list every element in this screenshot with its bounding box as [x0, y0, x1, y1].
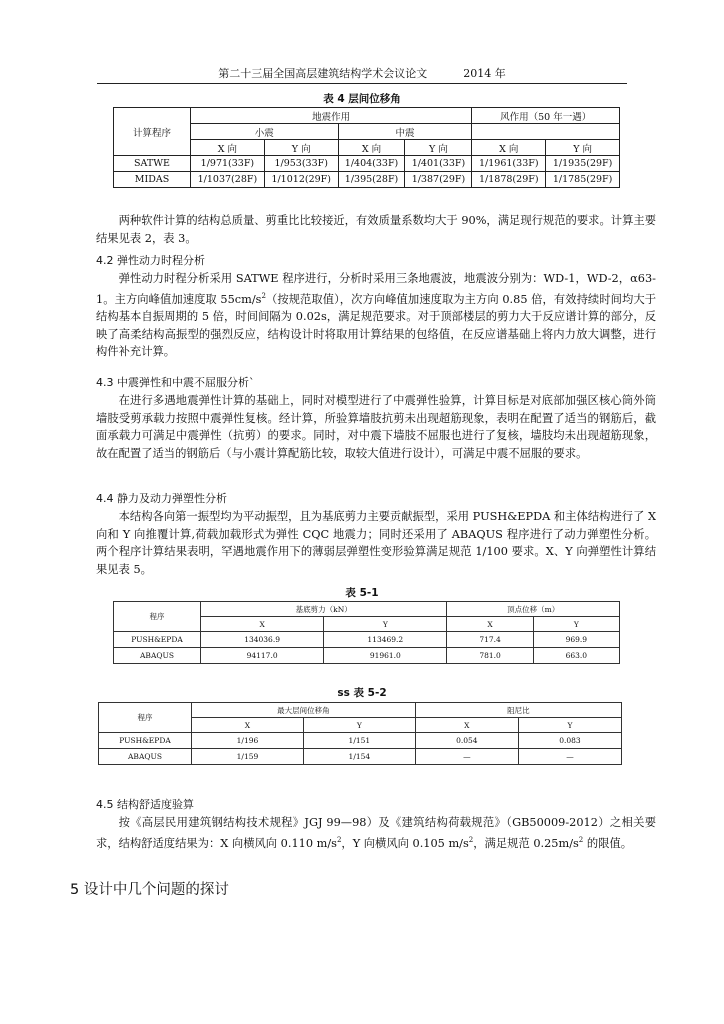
paragraph-mass-check: 两种软件计算的结构总质量、剪重比比较接近，有效质量系数均大于 90%，满足现行规范的要求。计算主要结果见表 2，表 3。	[96, 214, 656, 245]
header-title: 第二十三届全国高层建筑结构学术会议论文	[218, 67, 428, 80]
table52-cell: 1/196	[192, 733, 304, 749]
section-heading-4-3: 4.3 中震弹性和中震不屈服分析`	[96, 376, 255, 389]
table4-cell: 1/387(29F)	[405, 172, 472, 188]
table52-row-name: ABAQUS	[99, 749, 192, 765]
table52-cell: 1/154	[303, 749, 415, 765]
paragraph-pushover: 本结构各向第一振型均为平动振型，且为基底剪力主要贡献振型，采用 PUSH&EPDA 和主体结构进行了 X 向和 Y 向推覆计算,荷载加载形式为弹性 CQC 地震力；同时还采用了 ABAQUS 程序进行了动力弹塑性分析。两个程序计算结果表明，罕遇地震作用下的薄弱层弹塑性变形验算满足规范 1/100 要求。X、Y 向弹塑性计算结果见表 5。	[96, 510, 656, 576]
p5-text-b: ，Y 向横风向 0.105 m/s	[341, 836, 469, 850]
table51-dir: X	[447, 617, 533, 632]
table-row	[114, 632, 620, 648]
table51-header-disp: 顶点位移（m）	[447, 602, 620, 617]
table51-cell: 94117.0	[201, 648, 324, 664]
table4-dir: Y 向	[546, 140, 620, 156]
table52-cell: —	[415, 749, 518, 765]
table4-cell: 1/401(33F)	[405, 156, 472, 172]
table51-cell: 91961.0	[324, 648, 447, 664]
table52-dir: X	[192, 718, 304, 733]
table4-cell: 1/1012(29F)	[264, 172, 338, 188]
table51-cell: 969.9	[533, 632, 619, 648]
table51-header-program: 程序	[114, 602, 201, 632]
table52-cell: 1/159	[192, 749, 304, 765]
section-heading-4-4: 4.4 静力及动力弹塑性分析	[96, 492, 227, 505]
table4-dir: Y 向	[264, 140, 338, 156]
table52-header-ratio: 阻尼比	[415, 703, 621, 718]
table4-dir: X 向	[191, 140, 265, 156]
p2-text-b: （按规范取值），次方向峰值加速度取为主方向 0.85 倍，有效持续时间均大于结构基本自振周期的 5 倍，时间间隔为 0.02s，满足规范要求。对于顶部楼层的剪力大于反应谱计算的部分，反映了高柔结构高振型的强烈反应，结构设计时将取用计算结果的包络值，在反应谱基础上将内力放大调整，进行构件补充计算。	[96, 292, 656, 359]
table4-header-mid: 中震	[338, 124, 472, 140]
table5-1	[113, 601, 620, 664]
table-row	[114, 156, 620, 172]
table51-dir: Y	[324, 617, 447, 632]
table-row	[99, 749, 622, 765]
p2-text-a: 弹性动力时程分析采用 SATWE 程序进行，分析时采用三条地震波，地震波分别为：WD-1，WD-2，α63-1。主方向峰值加速度取 55cm/s	[96, 272, 656, 306]
table-row	[114, 648, 620, 664]
table51-row-name: ABAQUS	[114, 648, 201, 664]
table4-cell: 1/1878(29F)	[472, 172, 546, 188]
table51-header-shear: 基底剪力（kN）	[201, 602, 447, 617]
table4-header-wind-blank	[472, 124, 620, 140]
section-heading-4-2: 4.2 弹性动力时程分析	[96, 254, 205, 267]
table4	[113, 107, 620, 188]
p2-sup: 2	[261, 291, 266, 300]
paragraph-comfort	[96, 814, 656, 852]
table4-row-name: MIDAS	[114, 172, 191, 188]
table52-dir: X	[415, 718, 518, 733]
table52-header-drift: 最大层间位移角	[192, 703, 416, 718]
table4-header-small: 小震	[191, 124, 339, 140]
table51-cell: 134036.9	[201, 632, 324, 648]
table52-row-name: PUSH&EPDA	[99, 733, 192, 749]
table4-cell: 1/953(33F)	[264, 156, 338, 172]
table4-cell: 1/404(33F)	[338, 156, 405, 172]
table4-cell: 1/1935(29F)	[546, 156, 620, 172]
table4-header-seismic: 地震作用	[191, 108, 472, 124]
table-row	[114, 172, 620, 188]
table5-2	[98, 702, 622, 765]
table4-caption: 表 4 层间位移角	[323, 93, 401, 105]
running-header	[0, 65, 724, 81]
table52-cell: 0.083	[518, 733, 621, 749]
table52-dir: Y	[518, 718, 621, 733]
table52-header-program: 程序	[99, 703, 192, 733]
table51-cell: 717.4	[447, 632, 533, 648]
p5-sup: 2	[578, 835, 584, 844]
table52-cell: 1/151	[303, 733, 415, 749]
table4-dir: X 向	[338, 140, 405, 156]
table51-cell: 113469.2	[324, 632, 447, 648]
table4-cell: 1/395(28F)	[338, 172, 405, 188]
table4-dir: Y 向	[405, 140, 472, 156]
p5-sup: 2	[468, 835, 474, 844]
table51-row-name: PUSH&EPDA	[114, 632, 201, 648]
p5-text-d: 的限值。	[583, 836, 633, 850]
table51-dir: Y	[533, 617, 619, 632]
table4-dir: X 向	[472, 140, 546, 156]
section-heading-4-5: 4.5 结构舒适度验算	[96, 798, 194, 811]
table4-row-name: SATWE	[114, 156, 191, 172]
paragraph-mid-earthquake: 在进行多遇地震弹性计算的基础上，同时对模型进行了中震弹性验算，计算目标是对底部加强区核心筒外筒墙肢受剪承载力按照中震弹性复核。经计算，所验算墙肢抗剪未出现超筋现象，表明在配置了适当的钢筋后，截面承载力可满足中震弹性（抗剪）的要求。同时，对中震下墙肢不屈服也进行了复核，墙肢均未出现超筋现象，故在配置了适当的钢筋后（与小震计算配筋比较，取较大值进行设计），可满足中震不屈服的要求。	[96, 394, 656, 460]
table51-caption: 表 5-1	[345, 587, 379, 599]
table52-cell: 0.054	[415, 733, 518, 749]
table52-cell: —	[518, 749, 621, 765]
table-row	[99, 733, 622, 749]
paragraph-time-history	[96, 270, 656, 361]
table4-header-program: 计算程序	[114, 108, 191, 156]
table4-cell: 1/1037(28F)	[191, 172, 265, 188]
p5-text-c: ，满足规范 0.25m/s	[473, 836, 579, 850]
table4-cell: 1/1961(33F)	[472, 156, 546, 172]
p5-sup: 2	[336, 835, 342, 844]
table4-header-wind: 风作用（50 年一遇）	[472, 108, 620, 124]
table4-cell: 1/971(33F)	[191, 156, 265, 172]
table51-cell: 781.0	[447, 648, 533, 664]
header-rule	[97, 83, 627, 84]
table4-cell: 1/1785(29F)	[546, 172, 620, 188]
header-year: 2014 年	[463, 67, 506, 80]
section-heading-5: 5 设计中几个问题的探讨	[70, 882, 229, 898]
table52-dir: Y	[303, 718, 415, 733]
table51-cell: 663.0	[533, 648, 619, 664]
table51-dir: X	[201, 617, 324, 632]
p5-text-a: 按《高层民用建筑钢结构技术规程》JGJ 99—98）及《建筑结构荷载规范》（GB50009-2012）之相关要求，结构舒适度结果为：X 向横风向 0.110 m/s	[96, 816, 656, 850]
table52-caption: ss 表 5-2	[337, 687, 387, 699]
